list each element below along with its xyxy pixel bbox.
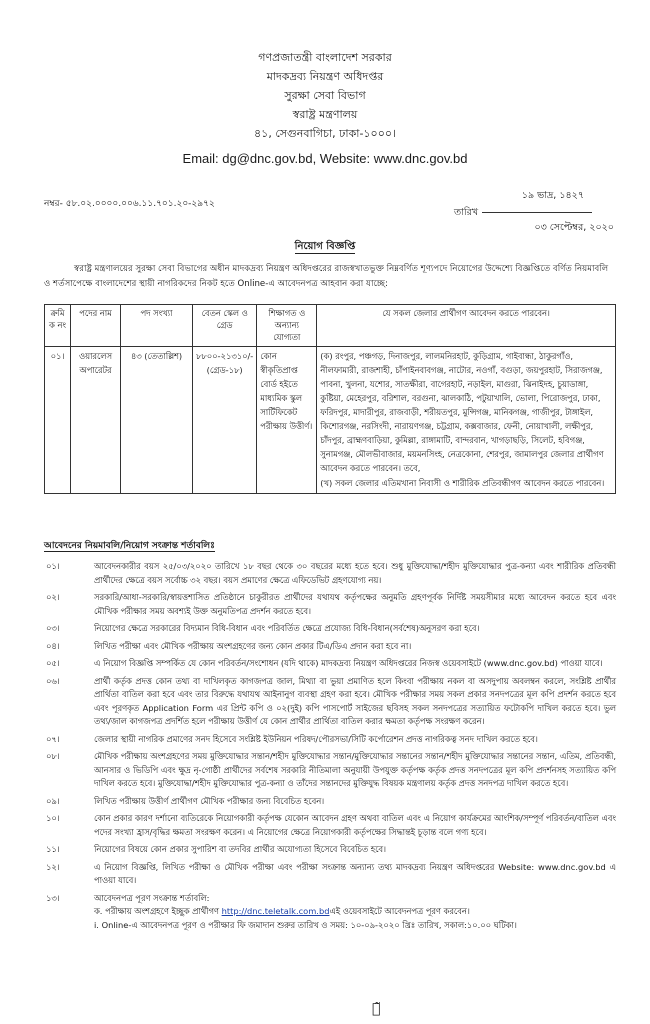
signature-mark: ম̃: [372, 1001, 381, 1017]
date-label: তারিখ: [454, 206, 479, 218]
rule-number: ০২।: [46, 592, 60, 602]
list-item: [44, 795, 616, 809]
date-english: ০৩ সেপ্টেম্বর, ২০২০: [534, 221, 614, 233]
notice-title: [0, 240, 650, 254]
rule-13-line-a: [94, 905, 616, 919]
list-item: [44, 560, 616, 587]
rule-13-body: [94, 892, 616, 933]
rule-text: জেলার স্থায়ী নাগরিক প্রমাণের সনদ হিসেবে সংশ্লিষ্ট ইউনিয়ন পরিষদ/পৌরসভা/সিটি কর্পোরেশন প্রদত্ত নাগরিকত্ব সনদ দাখিল করতে হবে।: [94, 733, 538, 744]
rule-text: লিখিত পরীক্ষায় উত্তীর্ণ প্রার্থীগণ মৌখিক পরীক্ষার জন্য বিবেচিত হবেন।: [94, 795, 325, 806]
rule-13-line-a-post: এই ওয়েবসাইটে আবেদনপত্র পূরণ করবেন।: [329, 906, 470, 916]
cell-districts: [317, 347, 616, 494]
ministry-name: স্বরাষ্ট্র মন্ত্রণালয়: [292, 108, 358, 121]
notice-title-text: নিয়োগ বিজ্ঞপ্তি: [294, 241, 356, 252]
list-item: [44, 675, 616, 729]
date-bangla: ১৯ ভাদ্র, ১৪২৭: [521, 190, 584, 201]
cell-scale: ৮৮০০-২১৩১০/- (গ্রেড-১৮): [193, 347, 257, 494]
rule-13-line-b: i. Online-এ আবেদনপত্র পূরণ ও পরীক্ষার ফি জমাদান শুরুর তারিখ ও সময়: ১০-০৯-২০২০ খ্রিঃ তারিখ, সকাল:১০.০০ ঘটিকা।: [94, 919, 517, 930]
rule-number: ১০।: [46, 813, 60, 823]
list-item: [44, 843, 616, 857]
rules-heading: [44, 540, 215, 552]
col-districts: যে সকল জেলার প্রার্থীগণ আবেদন করতে পারবেন।: [317, 305, 616, 347]
list-item: [44, 640, 616, 654]
rule-text: এ নিয়োগ বিজ্ঞপ্তি, লিখিত পরীক্ষা ও মৌখিক পরীক্ষা এবং পরীক্ষা সংক্রান্ত অন্যান্য তথ্য মাদকদ্রব্য নিয়ন্ত্রণ অধিদপ্তরের Website: www.dnc.gov.bd এ পাওয়া যাবে।: [94, 861, 616, 885]
rules-heading-text: আবেদনের নিয়মাবলি/নিয়োগ সংক্রান্ত শর্তাবলিঃ: [44, 541, 215, 551]
rule-text: লিখিত পরীক্ষা এবং মৌখিক পরীক্ষায় অংশগ্রহণের জন্য কোন প্রকার টিএ/ডিএ প্রদান করা হবে না।: [94, 640, 412, 651]
list-item: [44, 892, 616, 933]
list-item: [44, 622, 616, 636]
division-name: সুরক্ষা সেবা বিভাগ: [284, 89, 366, 102]
rule-number: ০৭।: [46, 733, 60, 744]
rule-number: ০৮।: [46, 751, 60, 761]
list-item: [44, 861, 616, 888]
districts-a: (ক) রংপুর, পঞ্চগড়, দিনাজপুর, লালমনিরহাট, কুড়িগ্রাম, গাইবান্ধা, ঠাকুরগাঁও, নীলফামারী, রাজশাহী, চাঁপাইনবাবগঞ্জ, নাটোর, নওগাঁ, বগুড়া, জয়পুরহাট, সিরাজগঞ্জ, পাবনা, খুলনা, যশোর, সাতক্ষীরা, বাগেরহাট, নড়াইল, মাগুরা, ঝিনাইদহ, চুয়াডাঙ্গা, কুষ্টিয়া, মেহেরপুর, বরিশাল, বরগুনা, ঝালকাঠি, পটুয়াখালি, ভোলা, পিরোজপুর, ঢাকা, ফরিদপুর, মাদারীপুর, রাজবাড়ী, শরীয়তপুর, মুন্সিগঞ্জ, মানিকগঞ্জ, গাজীপুর, টাঙ্গাইল, কিশোরগঞ্জ, নরসিংদী, নারায়ণগঞ্জ, চট্টগ্রাম, কক্সবাজার, ফেনী, নোয়াখালী, লক্ষীপুর, চাঁদপুর, ব্রাহ্মণবাড়িয়া, কুমিল্লা, রাঙ্গামাটি, বান্দরবান, খাগড়াছড়ি, সিলেট, হবিগঞ্জ, সুনামগঞ্জ, মৌলভীবাজার, ময়মনসিংহ, নেত্রকোনা, শেরপুর, জামালপুর জেলার প্রার্থীগণ আবেদন করতে পারবেন। তবে,: [320, 351, 604, 473]
rule-text: নিয়োগের বিষয়ে কোন প্রকার সুপারিশ বা তদবির প্রার্থীর অযোগ্যতা হিসেবে বিবেচিত হবে।: [94, 844, 386, 854]
list-item: [44, 591, 616, 618]
rule-number: ০১।: [46, 561, 60, 571]
rule-text: প্রার্থী কর্তৃক প্রদত্ত কোন তথ্য বা দাখিলকৃত কাগজপত্র জাল, মিথ্যা বা ভুয়া প্রমাণিত হলে কিংবা পরীক্ষায় নকল বা অসদুপায় অবলম্বন করলে, সংশ্লিষ্ট প্রার্থীর প্রার্থিতা বাতিল করা হবে এবং তার বিরুদ্ধে যথাযথ আইনানুগ ব্যবস্থা গ্রহণ করা হবে। মৌখিক পরীক্ষার সময় সকল প্রকার সনদপত্রের মূল কপি প্রদর্শন করতে হবে এবং পূরণকৃত Application Form এর প্রিন্ট কপি ও ০২(দুই) কপি পাসপোর্ট সাইজের ছবিসহ সকল সনদপত্রের সত্যায়িত ফটোকপি দাখিল করতে হবে। ভুল তথ্য/জাল কাগজপত্র প্রদর্শিত হলে পরীক্ষায় উত্তীর্ণ যে কোন প্রার্থীর প্রার্থিতা বাতিল করার ক্ষমতা কর্তৃপক্ষ সংরক্ষণ করেন।: [94, 675, 616, 726]
rule-text: নিয়োগের ক্ষেত্রে সরকারের বিদ্যমান বিধি-বিধান এবং পরিবর্তিত ক্ষেত্রে প্রযোজ্য বিধি-বিধান(সর্বশেষ)অনুসরণ করা হবে।: [94, 623, 480, 633]
contact-line: Email: dg@dnc.gov.bd, Website: www.dnc.gov.bd: [182, 151, 468, 166]
list-item: [44, 812, 616, 839]
reference-row: [44, 190, 614, 233]
date-label-row: [454, 207, 614, 220]
col-count: পদ সংখ্যা: [121, 305, 193, 347]
rule-number: ০৪।: [46, 640, 60, 651]
list-item: [44, 657, 616, 671]
letterhead: [0, 48, 650, 168]
date-divider: [482, 212, 592, 213]
teletalk-link[interactable]: http://dnc.teletalk.com.bd: [221, 906, 330, 916]
col-scale: বেতন স্কেল ও গ্রেড: [193, 305, 257, 347]
rule-text: মৌখিক পরীক্ষায় অংশগ্রহণের সময় মুক্তিযোদ্ধার সন্তান/শহীদ মুক্তিযোদ্ধার সন্তান/মুক্তিযোদ্ধার সন্তানের সন্তান/শহীদ মুক্তিযোদ্ধার সন্তানের সন্তান, এতিম, প্রতিবন্ধী, আনসার ও ভিডিপি এবং ক্ষুদ্র নৃ-গোষ্ঠী প্রার্থীদের সর্বশেষ সরকারি নীতিমালা অনুযায়ী উপযুক্ত কর্তৃপক্ষ কর্তৃক প্রদত্ত সনদপত্রের মূল কপি প্রদর্শনসহ সত্যায়িত কপি দাখিল করতে হবে। মুক্তিযোদ্ধা/শহীদ মুক্তিযোদ্ধার পুত্র-কন্যা ও তাঁদের সন্তানদের মুক্তিযুদ্ধ বিষয়ক মন্ত্রণালয় কর্তৃক প্রদত্ত সনদপত্র দাখিল করতে হবে।: [94, 751, 616, 788]
districts-b: (খ) সকল জেলার এতিমখানা নিবাসী ও শারীরিক প্রতিবন্ধীগণ আবেদন করতে পারবেন।: [320, 478, 605, 488]
rule-13-heading: আবেদনপত্র পূরণ সংক্রান্ত শর্তাবলি:: [94, 892, 210, 903]
rule-number: ১২।: [46, 861, 60, 872]
vacancy-table: [44, 304, 616, 494]
intro-paragraph: স্বরাষ্ট্র মন্ত্রণালয়ের সুরক্ষা সেবা বিভাগের অধীন মাদকদ্রব্য নিয়ন্ত্রণ অধিদপ্তরের রাজস্বখাতভুক্ত নিম্নবর্ণিত শূণ্যপদে নিয়োগের উদ্দেশ্যে বিজ্ঞপ্তিতে বর্ণিত নিয়মাবলি ও শর্তসাপেক্ষে বাংলাদেশের স্থায়ী নাগরিকদের নিকট হতে Online-এ আবেদনপত্র আহবান করা যাচ্ছে:: [44, 264, 609, 289]
cell-qualification: কোন স্বীকৃতিপ্রাপ্ত বোর্ড হইতে মাধ্যমিক স্কুল সার্টিফিকেট পরীক্ষায় উত্তীর্ণ।: [257, 347, 317, 494]
rule-text: সরকারি/আধা-সরকারি/স্বায়ত্তশাসিত প্রতিষ্ঠানে চাকুরীরত প্রার্থীদের যথাযথ কর্তৃপক্ষের অনুমতি গ্রহণপূর্বক নির্দিষ্ট সময়সীমার মধ্যে আবেদন করতে হবে এবং মৌখিক পরীক্ষার সময় অবশ্যই উক্ত অনুমতিপত্র প্রদর্শন করতে হবে।: [94, 592, 616, 616]
rule-number: ১৩।: [46, 892, 60, 903]
memo-number: নম্বর- ৫৮.০২.০০০০.০০৬.১১.৭০১.২০-২৯৭২: [44, 199, 215, 209]
rule-text: আবেদনকারীর বয়স ২৫/০৩/২০২০ তারিখে ১৮ বছর থেকে ৩০ বছরের মধ্যে হতে হবে। শুধু মুক্তিযোদ্ধা/শহীদ মুক্তিযোদ্ধার পুত্র-কন্যা এবং শারীরিক প্রতিবন্ধী প্রার্থীদের ক্ষেত্রে বয়স সর্বোচ্চ ৩২ বছর। বয়স প্রমাণের ক্ষেত্রে এফিডেভিট গ্রহণযোগ্য নয়।: [94, 561, 616, 585]
address: ৪১, সেগুনবাগিচা, ঢাকা-১০০০।: [254, 127, 396, 140]
col-qualification: শিক্ষাগত ও অন্যান্য যোগ্যতা: [257, 305, 317, 347]
rule-number: ০৯।: [46, 795, 60, 806]
list-item: [44, 733, 616, 747]
rules-list: [44, 560, 616, 936]
rule-number: ০৩।: [46, 623, 60, 633]
govt-name: গণপ্রজাতন্ত্রী বাংলাদেশ সরকার: [258, 51, 392, 64]
rule-13-line-a-pre: ক. পরীক্ষায় অংশগ্রহণে ইচ্ছুক প্রার্থীগণ: [94, 906, 219, 916]
col-post: পদের নাম: [71, 305, 121, 347]
rule-number: ০৫।: [46, 658, 60, 668]
rule-number: ০৬।: [46, 675, 60, 686]
cell-count: ৪৩ (তেতাল্লিশ): [121, 347, 193, 494]
date-block: [454, 190, 614, 234]
table-row: [45, 347, 616, 494]
col-serial: ক্রমি ক নং: [45, 305, 71, 347]
rule-text: কোন প্রকার কারণ দর্শানো ব্যতিরেকে নিয়োগকারী কর্তৃপক্ষ যেকোন আবেদন গ্রহণ অথবা বাতিল এবং এ নিয়োগ কার্যক্রমের আংশিক/সম্পূর্ণ পরিবর্তন/বাতিল এবং পদের সংখ্যা হ্রাস/বৃদ্ধির ক্ষমতা সংরক্ষণ করেন। এ নিয়োগের ক্ষেত্রে নিয়োগকারী কর্তৃপক্ষের সিদ্ধান্তই চূড়ান্ত বলে গণ্য হবে।: [94, 813, 616, 837]
rule-number: ১১।: [46, 844, 60, 854]
cell-serial: ০১।: [45, 347, 71, 494]
cell-post: ওয়ারলেস অপারেটর: [71, 347, 121, 494]
rule-text: এ নিয়োগ বিজ্ঞপ্তি সম্পর্কিত যে কোন পরিবর্তন/সংশোধন (যদি থাকে) মাদকদ্রব্য নিয়ন্ত্রণ অধিদপ্তরের নিজস্ব ওয়েবসাইটে (www.dnc.gov.bd) পাওয়া যাবে।: [94, 658, 603, 668]
table-header-row: [45, 305, 616, 347]
department-name: মাদকদ্রব্য নিয়ন্ত্রণ অধিদপ্তর: [266, 70, 384, 83]
list-item: [44, 750, 616, 791]
